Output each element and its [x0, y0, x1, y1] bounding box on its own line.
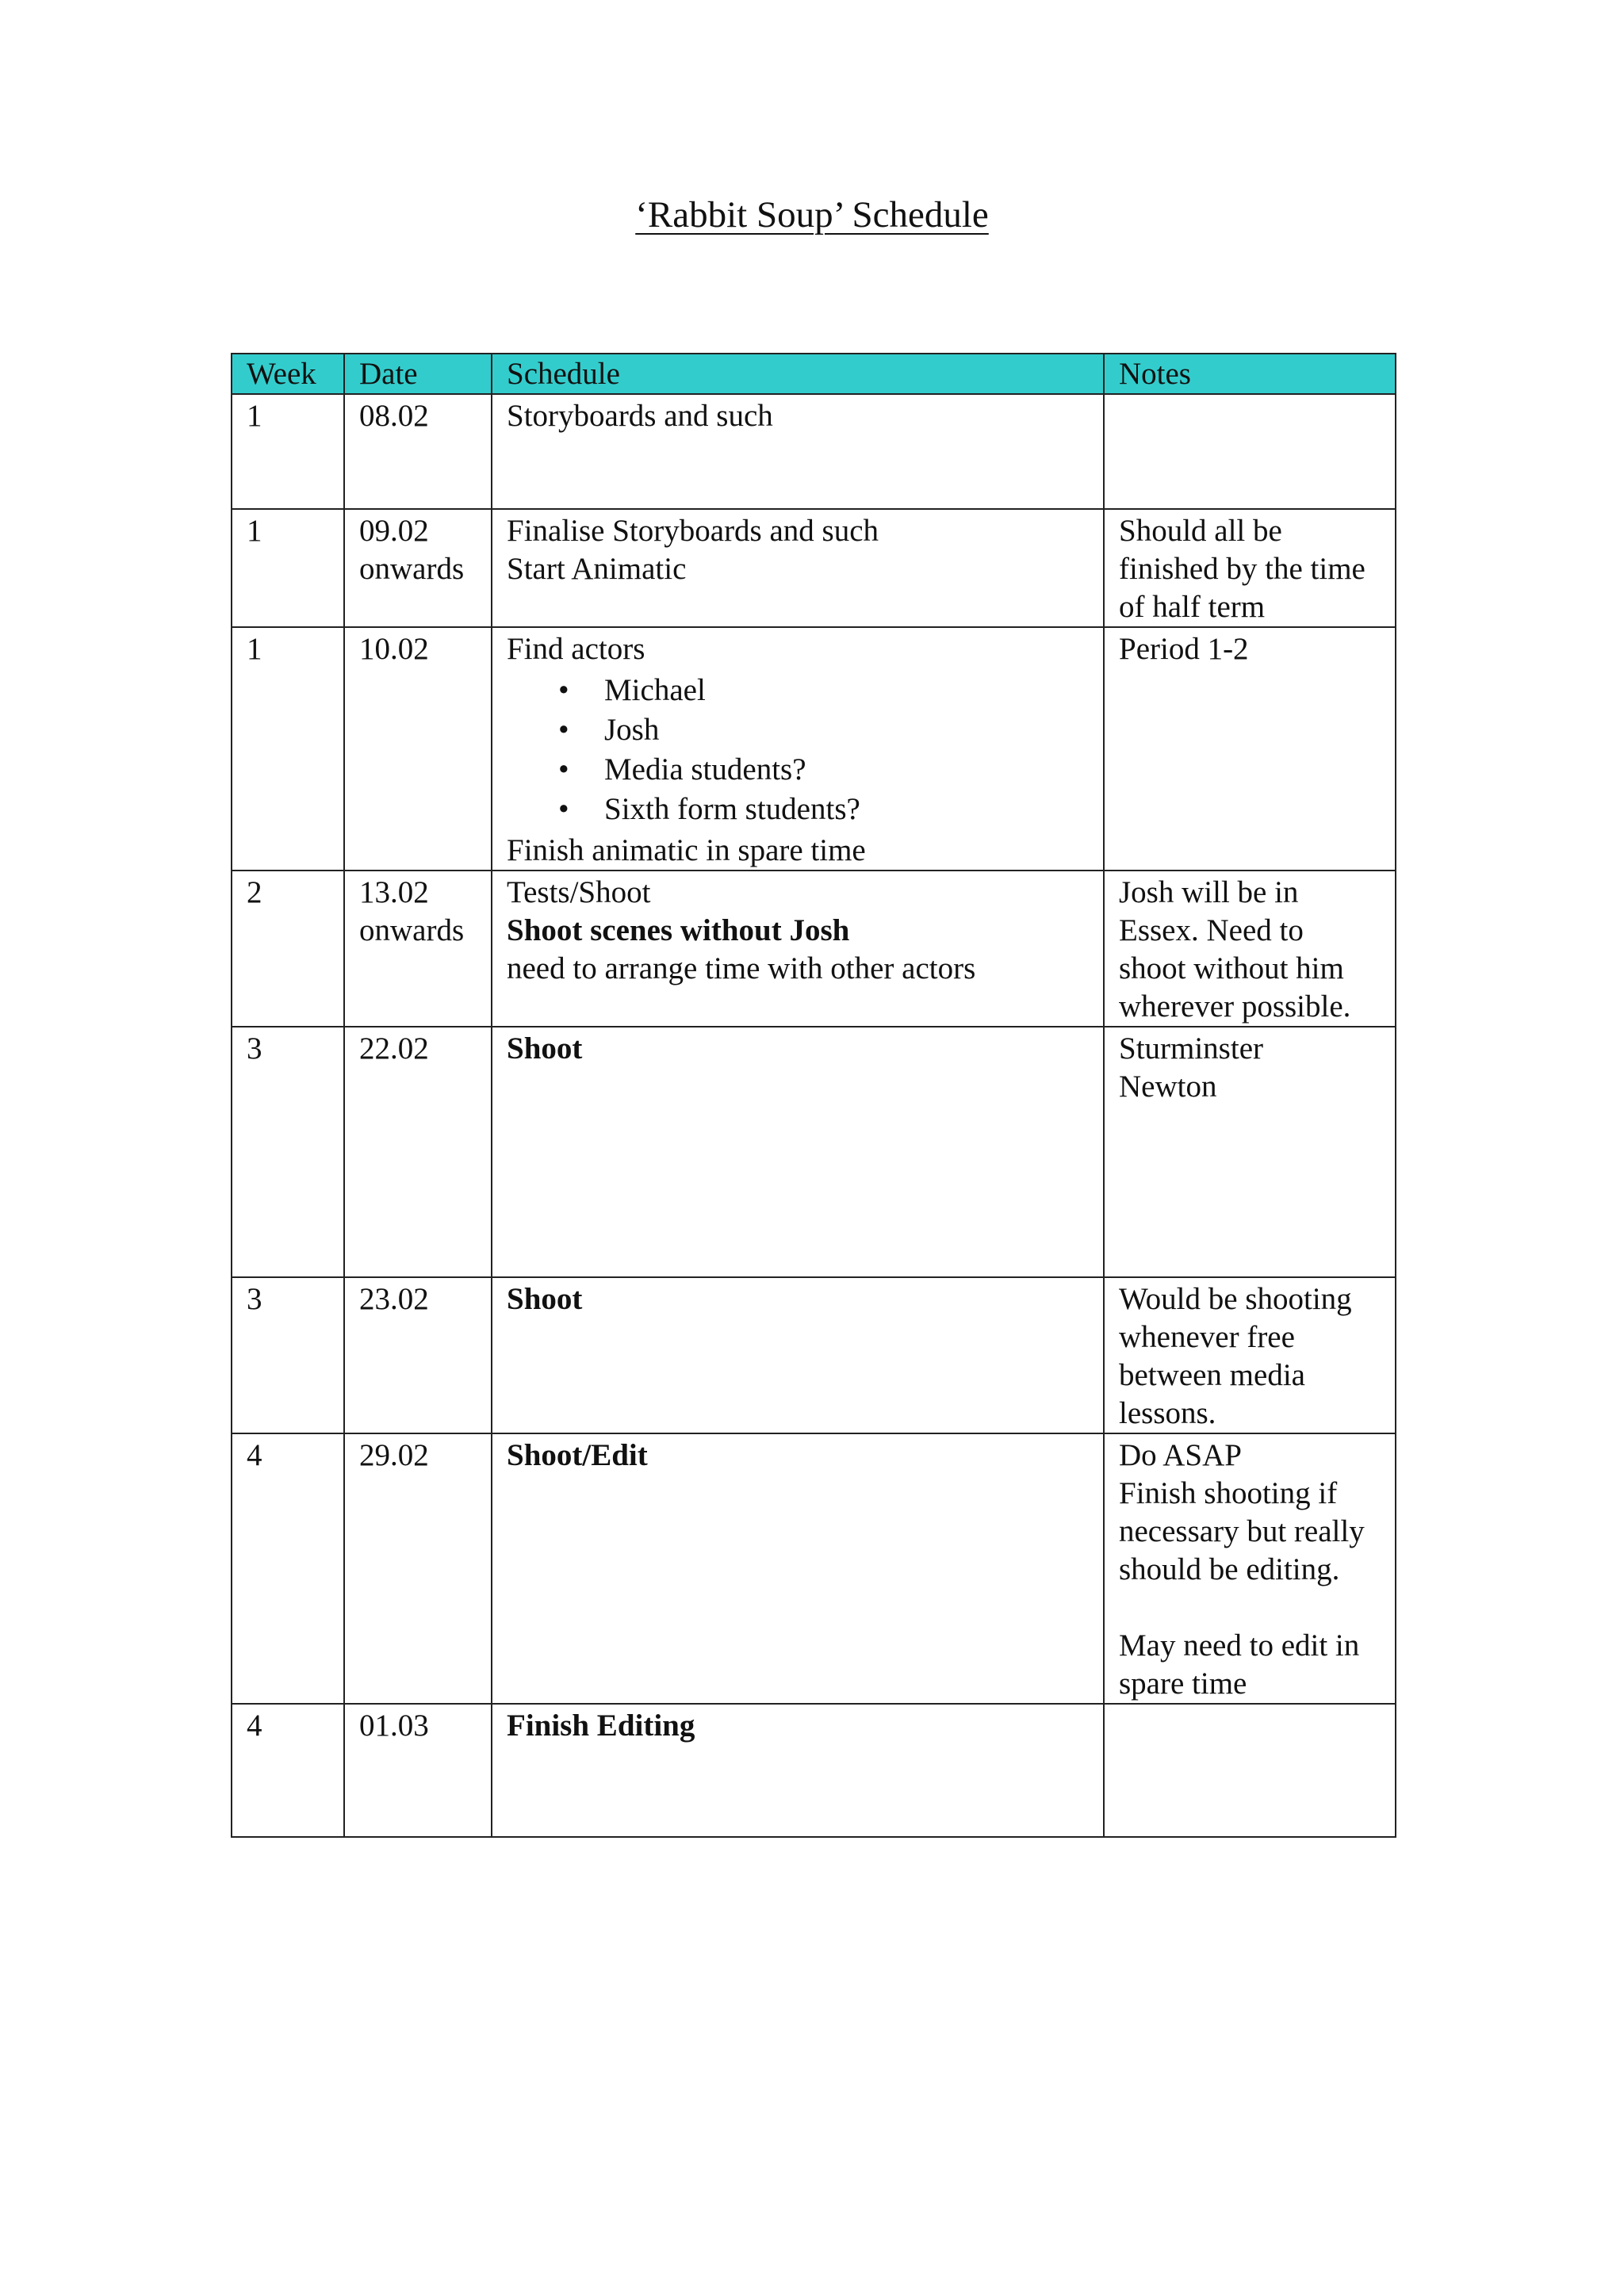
- date-cell: [344, 1433, 492, 1704]
- date-cell: [344, 1027, 492, 1277]
- schedule-line: Shoot: [507, 1282, 583, 1316]
- schedule-cell: [492, 1433, 1104, 1704]
- list-item: [507, 710, 1092, 750]
- notes-line: Would be shooting: [1119, 1282, 1352, 1316]
- date-line: 23.02: [359, 1282, 429, 1316]
- schedule-table: [231, 353, 1396, 1838]
- week-cell: [232, 1027, 344, 1277]
- list-item: [507, 750, 1092, 790]
- table-row: [232, 1277, 1396, 1433]
- notes-line: wherever possible.: [1119, 989, 1351, 1024]
- table-row: [232, 1027, 1396, 1277]
- bullet-text: Sixth form students?: [604, 792, 860, 826]
- schedule-cell: [492, 509, 1104, 627]
- column-header-notes: Notes: [1104, 354, 1396, 394]
- week-value: 2: [247, 875, 262, 909]
- column-header-week: Week: [232, 354, 344, 394]
- notes-cell: [1104, 509, 1396, 627]
- notes-cell: [1104, 1277, 1396, 1433]
- table-row: [232, 871, 1396, 1027]
- notes-cell: [1104, 1027, 1396, 1277]
- table-header-row: [232, 354, 1396, 394]
- week-cell: [232, 871, 344, 1027]
- schedule-line: Shoot: [507, 1031, 583, 1066]
- notes-cell: [1104, 394, 1396, 509]
- date-line: onwards: [359, 552, 465, 586]
- table-row: [232, 1433, 1396, 1704]
- date-line: 22.02: [359, 1031, 429, 1066]
- bullet-icon: •: [558, 752, 569, 786]
- date-line: 10.02: [359, 632, 429, 666]
- week-value: 4: [247, 1438, 262, 1472]
- date-line: 09.02: [359, 514, 429, 548]
- notes-cell: [1104, 1433, 1396, 1704]
- schedule-line: Shoot/Edit: [507, 1438, 648, 1472]
- date-line: 13.02: [359, 875, 429, 909]
- week-cell: [232, 1433, 344, 1704]
- list-item: [507, 790, 1092, 829]
- notes-line: whenever free: [1119, 1320, 1295, 1354]
- list-item: [507, 671, 1092, 710]
- notes-line: should be editing.: [1119, 1552, 1340, 1586]
- schedule-line: need to arrange time with other actors: [507, 951, 976, 985]
- table-row: [232, 1704, 1396, 1837]
- notes-line: of half term: [1119, 590, 1266, 624]
- notes-cell: [1104, 871, 1396, 1027]
- notes-line: May need to edit in: [1119, 1628, 1360, 1663]
- notes-line: lessons.: [1119, 1396, 1216, 1430]
- notes-line: Josh will be in: [1119, 875, 1299, 909]
- notes-line: Do ASAP: [1119, 1438, 1242, 1472]
- schedule-cell: [492, 1027, 1104, 1277]
- schedule-line: Start Animatic: [507, 552, 687, 586]
- week-cell: [232, 1277, 344, 1433]
- notes-line: between media: [1119, 1358, 1305, 1392]
- notes-line: Essex. Need to: [1119, 913, 1304, 947]
- bullet-icon: •: [558, 792, 569, 826]
- date-cell: [344, 509, 492, 627]
- actors-list: [507, 671, 1092, 829]
- week-value: 1: [247, 514, 262, 548]
- notes-line: Finish shooting if: [1119, 1476, 1338, 1510]
- week-value: 1: [247, 632, 262, 666]
- notes-line: Newton: [1119, 1070, 1217, 1104]
- schedule-line: Shoot scenes without Josh: [507, 913, 850, 947]
- week-cell: [232, 1704, 344, 1837]
- notes-line: necessary but really: [1119, 1514, 1365, 1548]
- bullet-icon: •: [558, 713, 569, 747]
- schedule-cell: [492, 627, 1104, 871]
- table-row: [232, 627, 1396, 871]
- date-cell: [344, 394, 492, 509]
- week-cell: [232, 394, 344, 509]
- schedule-line: Storyboards and such: [507, 399, 773, 433]
- schedule-cell: [492, 394, 1104, 509]
- notes-line: Period 1-2: [1119, 632, 1249, 666]
- notes-cell: [1104, 1704, 1396, 1837]
- schedule-line: Find actors: [507, 632, 645, 666]
- notes-line: finished by the time: [1119, 552, 1365, 586]
- week-value: 3: [247, 1031, 262, 1066]
- week-cell: [232, 509, 344, 627]
- page-title: ‘Rabbit Soup’ Schedule: [635, 194, 989, 235]
- notes-cell: [1104, 627, 1396, 871]
- schedule-line: Finalise Storyboards and such: [507, 514, 879, 548]
- column-header-schedule: Schedule: [492, 354, 1104, 394]
- week-cell: [232, 627, 344, 871]
- date-line: 08.02: [359, 399, 429, 433]
- notes-line: spare time: [1119, 1667, 1247, 1701]
- schedule-cell: [492, 871, 1104, 1027]
- schedule-line: Tests/Shoot: [507, 875, 651, 909]
- notes-spacer: [1119, 1589, 1384, 1627]
- date-cell: [344, 871, 492, 1027]
- date-line: onwards: [359, 913, 465, 947]
- bullet-text: Media students?: [604, 752, 806, 786]
- schedule-line: Finish Editing: [507, 1709, 695, 1743]
- column-header-date: Date: [344, 354, 492, 394]
- date-line: 29.02: [359, 1438, 429, 1472]
- schedule-line: Finish animatic in spare time: [507, 833, 866, 867]
- bullet-icon: •: [558, 673, 569, 707]
- bullet-text: Josh: [604, 713, 660, 747]
- bullet-text: Michael: [604, 673, 706, 707]
- week-value: 1: [247, 399, 262, 433]
- notes-line: Sturminster: [1119, 1031, 1263, 1066]
- notes-line: shoot without him: [1119, 951, 1344, 985]
- date-line: 01.03: [359, 1709, 429, 1743]
- date-cell: [344, 627, 492, 871]
- date-cell: [344, 1277, 492, 1433]
- week-value: 3: [247, 1282, 262, 1316]
- notes-line: Should all be: [1119, 514, 1282, 548]
- schedule-cell: [492, 1704, 1104, 1837]
- date-cell: [344, 1704, 492, 1837]
- week-value: 4: [247, 1709, 262, 1743]
- table-row: [232, 509, 1396, 627]
- schedule-cell: [492, 1277, 1104, 1433]
- table-row: [232, 394, 1396, 509]
- schedule-body: [232, 394, 1396, 1837]
